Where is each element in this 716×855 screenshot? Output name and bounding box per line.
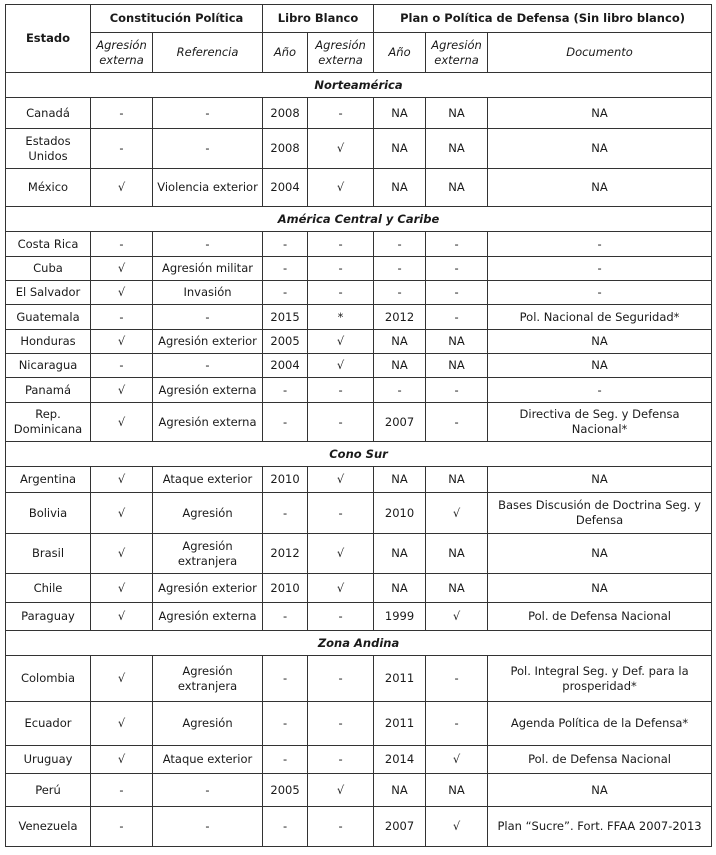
cell-estado: Nicaragua <box>6 354 91 378</box>
cell-plan-agresion: - <box>426 378 488 403</box>
cell-plan-anio: NA <box>374 467 426 493</box>
cell-libro-agresion: √ <box>308 169 374 207</box>
cell-estado: Bolivia <box>6 493 91 534</box>
cell-libro-agresion: √ <box>308 574 374 603</box>
cell-estado: Estados Unidos <box>6 129 91 169</box>
cell-libro-anio: - <box>263 257 308 281</box>
cell-libro-anio: 2015 <box>263 305 308 330</box>
table-row <box>6 467 712 493</box>
cell-plan-documento: NA <box>488 467 712 493</box>
table-row <box>6 603 712 631</box>
cell-plan-agresion: - <box>426 403 488 442</box>
cell-constitucion-referencia: Agresión externa <box>153 378 263 403</box>
cell-libro-anio: - <box>263 807 308 847</box>
table-row <box>6 403 712 442</box>
cell-plan-documento: Pol. Integral Seg. y Def. para la prosperidad* <box>488 656 712 702</box>
cell-plan-agresion: √ <box>426 493 488 534</box>
cell-libro-agresion: - <box>308 603 374 631</box>
cell-plan-documento: NA <box>488 129 712 169</box>
cell-estado: Brasil <box>6 534 91 574</box>
cell-libro-anio: 2008 <box>263 98 308 129</box>
region-label: América Central y Caribe <box>6 207 712 232</box>
cell-constitucion-referencia: Invasión <box>153 281 263 305</box>
cell-plan-agresion: - <box>426 232 488 257</box>
cell-libro-agresion: - <box>308 98 374 129</box>
cell-libro-anio: 2005 <box>263 774 308 807</box>
table-row <box>6 493 712 534</box>
cell-plan-anio: 2011 <box>374 656 426 702</box>
cell-plan-agresion: NA <box>426 169 488 207</box>
cell-constitucion-agresion: √ <box>91 330 153 354</box>
cell-plan-documento: NA <box>488 774 712 807</box>
region-row <box>6 207 712 232</box>
table-row <box>6 574 712 603</box>
cell-libro-anio: - <box>263 378 308 403</box>
cell-estado: Perú <box>6 774 91 807</box>
cell-libro-agresion: - <box>308 403 374 442</box>
cell-constitucion-agresion: - <box>91 774 153 807</box>
cell-libro-anio: - <box>263 656 308 702</box>
header-constitucion: Constitución Política <box>91 5 263 33</box>
cell-plan-documento: - <box>488 232 712 257</box>
cell-plan-documento: Pol. Nacional de Seguridad* <box>488 305 712 330</box>
table-row <box>6 169 712 207</box>
subheader-plan-documento: Documento <box>488 33 712 73</box>
cell-libro-anio: - <box>263 746 308 774</box>
table-row <box>6 330 712 354</box>
cell-constitucion-agresion: √ <box>91 281 153 305</box>
cell-constitucion-agresion: √ <box>91 493 153 534</box>
cell-estado: Canadá <box>6 98 91 129</box>
cell-constitucion-agresion: - <box>91 232 153 257</box>
cell-constitucion-referencia: Ataque exterior <box>153 467 263 493</box>
cell-constitucion-agresion: - <box>91 807 153 847</box>
cell-libro-agresion: √ <box>308 774 374 807</box>
cell-libro-anio: 2010 <box>263 574 308 603</box>
cell-plan-anio: NA <box>374 169 426 207</box>
cell-estado: El Salvador <box>6 281 91 305</box>
cell-constitucion-referencia: Agresión <box>153 493 263 534</box>
cell-libro-anio: - <box>263 403 308 442</box>
cell-plan-agresion: NA <box>426 534 488 574</box>
cell-plan-agresion: NA <box>426 129 488 169</box>
table-row <box>6 656 712 702</box>
cell-estado: Cuba <box>6 257 91 281</box>
cell-libro-agresion: √ <box>308 467 374 493</box>
region-label: Norteamérica <box>6 73 712 98</box>
cell-constitucion-referencia: Agresión extranjera <box>153 534 263 574</box>
cell-constitucion-referencia: Ataque exterior <box>153 746 263 774</box>
table-row <box>6 129 712 169</box>
cell-constitucion-agresion: √ <box>91 403 153 442</box>
cell-constitucion-referencia: - <box>153 354 263 378</box>
cell-plan-anio: 1999 <box>374 603 426 631</box>
cell-estado: Guatemala <box>6 305 91 330</box>
cell-libro-agresion: - <box>308 702 374 746</box>
cell-estado: Chile <box>6 574 91 603</box>
cell-constitucion-referencia: Agresión extranjera <box>153 656 263 702</box>
cell-plan-documento: Pol. de Defensa Nacional <box>488 603 712 631</box>
cell-plan-anio: NA <box>374 330 426 354</box>
cell-constitucion-agresion: - <box>91 354 153 378</box>
cell-plan-anio: NA <box>374 574 426 603</box>
defense-policy-table <box>5 4 712 847</box>
cell-constitucion-agresion: - <box>91 305 153 330</box>
cell-constitucion-agresion: √ <box>91 378 153 403</box>
region-row <box>6 631 712 656</box>
table-row <box>6 807 712 847</box>
cell-libro-agresion: √ <box>308 330 374 354</box>
cell-constitucion-agresion: √ <box>91 603 153 631</box>
cell-libro-anio: 2008 <box>263 129 308 169</box>
cell-estado: México <box>6 169 91 207</box>
cell-plan-documento: - <box>488 257 712 281</box>
header-libro-blanco: Libro Blanco <box>263 5 374 33</box>
cell-plan-anio: 2012 <box>374 305 426 330</box>
cell-constitucion-agresion: √ <box>91 702 153 746</box>
table-row <box>6 774 712 807</box>
subheader-constitucion-referencia: Referencia <box>153 33 263 73</box>
cell-constitucion-agresion: √ <box>91 169 153 207</box>
cell-constitucion-agresion: √ <box>91 534 153 574</box>
region-row <box>6 442 712 467</box>
cell-estado: Colombia <box>6 656 91 702</box>
table-row <box>6 305 712 330</box>
cell-plan-documento: NA <box>488 98 712 129</box>
cell-plan-documento: NA <box>488 534 712 574</box>
cell-plan-documento: - <box>488 281 712 305</box>
cell-plan-agresion: NA <box>426 774 488 807</box>
cell-libro-agresion: - <box>308 281 374 305</box>
table-row <box>6 702 712 746</box>
cell-estado: Costa Rica <box>6 232 91 257</box>
subheader-constitucion-agresion: Agresión externa <box>91 33 153 73</box>
cell-constitucion-referencia: - <box>153 98 263 129</box>
cell-estado: Panamá <box>6 378 91 403</box>
cell-constitucion-agresion: √ <box>91 574 153 603</box>
cell-constitucion-referencia: Agresión externa <box>153 403 263 442</box>
cell-libro-agresion: √ <box>308 354 374 378</box>
table-body <box>6 73 712 847</box>
cell-plan-agresion: √ <box>426 807 488 847</box>
cell-estado: Rep. Dominicana <box>6 403 91 442</box>
table-row <box>6 281 712 305</box>
cell-constitucion-referencia: Violencia exterior <box>153 169 263 207</box>
cell-plan-agresion: - <box>426 281 488 305</box>
cell-constitucion-referencia: Agresión <box>153 702 263 746</box>
table-row <box>6 378 712 403</box>
cell-plan-anio: - <box>374 232 426 257</box>
cell-constitucion-referencia: Agresión exterior <box>153 330 263 354</box>
cell-plan-agresion: √ <box>426 603 488 631</box>
subheader-libro-anio: Año <box>263 33 308 73</box>
cell-plan-agresion: - <box>426 257 488 281</box>
cell-plan-anio: - <box>374 257 426 281</box>
cell-estado: Venezuela <box>6 807 91 847</box>
header-plan-defensa: Plan o Política de Defensa (Sin libro blanco) <box>374 5 712 33</box>
cell-libro-anio: 2010 <box>263 467 308 493</box>
cell-constitucion-referencia: - <box>153 305 263 330</box>
cell-constitucion-agresion: √ <box>91 746 153 774</box>
cell-plan-documento: - <box>488 378 712 403</box>
cell-libro-agresion: - <box>308 807 374 847</box>
cell-libro-agresion: √ <box>308 534 374 574</box>
cell-plan-documento: Directiva de Seg. y Defensa Nacional* <box>488 403 712 442</box>
cell-plan-anio: 2010 <box>374 493 426 534</box>
cell-constitucion-referencia: Agresión militar <box>153 257 263 281</box>
table-row <box>6 534 712 574</box>
cell-libro-anio: 2012 <box>263 534 308 574</box>
table-row <box>6 98 712 129</box>
cell-constitucion-referencia: Agresión exterior <box>153 574 263 603</box>
cell-constitucion-referencia: - <box>153 232 263 257</box>
table-row <box>6 746 712 774</box>
cell-libro-anio: 2004 <box>263 354 308 378</box>
cell-plan-agresion: - <box>426 305 488 330</box>
cell-plan-anio: NA <box>374 98 426 129</box>
cell-constitucion-agresion: - <box>91 98 153 129</box>
cell-libro-anio: - <box>263 281 308 305</box>
cell-libro-anio: 2004 <box>263 169 308 207</box>
cell-libro-anio: - <box>263 603 308 631</box>
cell-constitucion-agresion: √ <box>91 656 153 702</box>
cell-plan-anio: 2011 <box>374 702 426 746</box>
cell-plan-documento: NA <box>488 354 712 378</box>
cell-plan-documento: Bases Discusión de Doctrina Seg. y Defensa <box>488 493 712 534</box>
cell-libro-agresion: - <box>308 257 374 281</box>
cell-constitucion-referencia: - <box>153 129 263 169</box>
cell-plan-agresion: NA <box>426 574 488 603</box>
cell-plan-agresion: √ <box>426 746 488 774</box>
cell-libro-agresion: - <box>308 493 374 534</box>
cell-libro-agresion: - <box>308 378 374 403</box>
table-row <box>6 354 712 378</box>
cell-estado: Honduras <box>6 330 91 354</box>
cell-libro-anio: - <box>263 702 308 746</box>
cell-libro-agresion: - <box>308 232 374 257</box>
cell-libro-agresion: * <box>308 305 374 330</box>
cell-estado: Ecuador <box>6 702 91 746</box>
table-row <box>6 232 712 257</box>
cell-plan-agresion: NA <box>426 330 488 354</box>
cell-libro-agresion: - <box>308 746 374 774</box>
header-estado: Estado <box>6 5 91 73</box>
cell-constitucion-agresion: √ <box>91 257 153 281</box>
cell-libro-anio: - <box>263 493 308 534</box>
subheader-plan-agresion: Agresión externa <box>426 33 488 73</box>
cell-plan-anio: 2007 <box>374 807 426 847</box>
cell-estado: Uruguay <box>6 746 91 774</box>
cell-libro-agresion: - <box>308 656 374 702</box>
subheader-libro-agresion: Agresión externa <box>308 33 374 73</box>
cell-plan-anio: NA <box>374 774 426 807</box>
cell-constitucion-referencia: Agresión externa <box>153 603 263 631</box>
cell-libro-anio: 2005 <box>263 330 308 354</box>
cell-plan-documento: NA <box>488 574 712 603</box>
cell-constitucion-referencia: - <box>153 774 263 807</box>
cell-plan-anio: NA <box>374 129 426 169</box>
cell-libro-agresion: √ <box>308 129 374 169</box>
cell-estado: Paraguay <box>6 603 91 631</box>
subheader-plan-anio: Año <box>374 33 426 73</box>
cell-plan-documento: NA <box>488 169 712 207</box>
cell-plan-anio: - <box>374 281 426 305</box>
cell-plan-agresion: NA <box>426 354 488 378</box>
region-label: Cono Sur <box>6 442 712 467</box>
cell-constitucion-referencia: - <box>153 807 263 847</box>
cell-plan-agresion: NA <box>426 467 488 493</box>
table-row <box>6 257 712 281</box>
region-label: Zona Andina <box>6 631 712 656</box>
cell-plan-agresion: - <box>426 656 488 702</box>
cell-plan-agresion: - <box>426 702 488 746</box>
cell-plan-documento: Agenda Política de la Defensa* <box>488 702 712 746</box>
cell-plan-anio: NA <box>374 354 426 378</box>
cell-constitucion-agresion: - <box>91 129 153 169</box>
cell-libro-anio: - <box>263 232 308 257</box>
cell-plan-anio: 2014 <box>374 746 426 774</box>
region-row <box>6 73 712 98</box>
cell-plan-documento: Pol. de Defensa Nacional <box>488 746 712 774</box>
cell-plan-anio: - <box>374 378 426 403</box>
cell-plan-anio: 2007 <box>374 403 426 442</box>
cell-plan-documento: Plan “Sucre”. Fort. FFAA 2007-2013 <box>488 807 712 847</box>
cell-plan-anio: NA <box>374 534 426 574</box>
cell-plan-agresion: NA <box>426 98 488 129</box>
cell-plan-documento: NA <box>488 330 712 354</box>
cell-constitucion-agresion: √ <box>91 467 153 493</box>
cell-estado: Argentina <box>6 467 91 493</box>
